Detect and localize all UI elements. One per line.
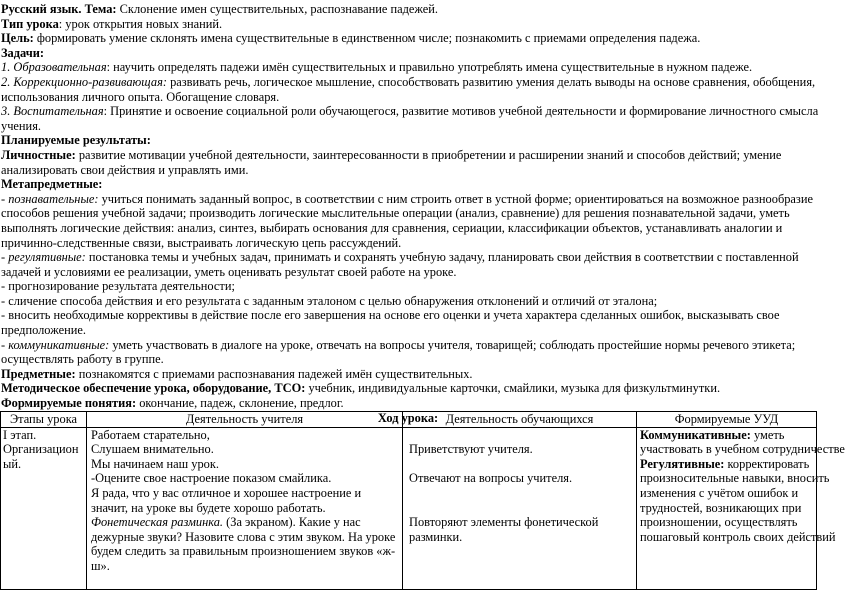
regulative-line-6: предположение. [1,323,86,338]
student-activity-cell: Приветствуют учителя. Отвечают на вопросы учителя. Повторяют элементы фонетической разминки. [403,427,637,589]
communicative-line-1: - коммуникативные: уметь участвовать в диалоге на уроке, отвечать на вопросы учителя, товарищей; соблюдать простейшие нормы речевого этикета; [1,337,796,352]
concepts-line: Формируемые понятия: окончание, падеж, склонение, предлог. [1,396,344,411]
cognitive-line-3: выполнять логические действия: анализ, синтез, выбирать основания для сравнения, сериации, классификации объектов, устанавливать аналогии и [1,220,783,235]
subject-results-line: Предметные: познакомятся с приемами распознавания падежей имён существительных. [1,366,473,381]
table-row [1,427,817,589]
regulative-line-1: - регулятивные: постановка темы и учебных задач, принимать и сохранять учебную задачу, планировать свои действия в соответствии с поставленной [1,250,799,265]
lesson-progress-title: Ход урока: [377,410,439,425]
lesson-table [0,411,845,590]
column-header-uud: Формируемые УУД [637,412,817,428]
cognitive-line-2: способов решения учебной задачи; производить логические мыслительные операции (анализ, сравнение) для решения познавательной задачи, уметь [1,206,790,221]
task-3-line-2: учения. [1,118,41,133]
cognitive-line-4: причинно-следственные связи, выстраивать логическую цепь рассуждений. [1,235,402,250]
regulative-line-3: - прогнозирование результата деятельности; [1,279,235,294]
task-2-line-2: использования личного опыта. Обогащение словаря. [1,89,280,104]
personal-line-2: анализировать свои действия и управлять ими. [1,162,249,177]
tasks-title: Задачи: [1,45,44,60]
stage-cell: I этап. Организацион ый. [1,427,87,589]
personal-line-1: Личностные: развитие мотивации учебной деятельности, заинтересованности в приобретении и расширении знаний и способов действий; умение [1,147,782,162]
teacher-activity-cell: Работаем старательно, Слушаем внимательно. Мы начинаем наш урок. -Оцените свое настроение показом смайлика. Я рада, что у вас отличное и хорошее настроение и значит, на уроке вы будете хорошо работать. Фонетическая разминка. (За экраном). Какие у нас дежурные звуки? Назовите слова с этим звуком. На уроке будем следить за правильным произношением звуков «ж- ш». [87,427,403,589]
lesson-type-line: Тип урока: урок открытия новых знаний. [1,16,223,31]
column-header-teacher: Деятельность учителя [87,412,403,428]
cognitive-line-1: - познавательные: учиться понимать заданный вопрос, в соответствии с ним строить ответ в устной форме; ориентироваться на возможное разнообразие [1,191,813,206]
table-header-row [1,412,817,428]
communicative-line-2: осуществлять работу в группе. [1,352,164,367]
document-body [1,2,819,425]
uud-cell: Коммуникативные: уметь участвовать в учебном сотрудничестве Регулятивные: корректировать произносительные навыки, вносить изменения с учётом ошибок и трудностей, возникающих при произношении, осуществлять пошаговый контроль своих действий [637,427,817,589]
results-title: Планируемые результаты: [1,133,151,148]
regulative-line-2: задачей и условиями ее реализации, уметь оценивать результат своей работе на уроке. [1,264,457,279]
methodical-line: Методическое обеспечение урока, оборудование, ТСО: учебник, индивидуальные карточки, смайлики, музыка для физкультминутки. [1,381,721,396]
subject-line: Русский язык. Тема: Склонение имен существительных, распознавание падежей. [1,2,439,16]
meta-title: Метапредметные: [1,177,103,192]
task-2-line-1: 2. Коррекционно-развивающая: развивать речь, логическое мышление, способствовать развитию умения делать выводы на основе сравнения, обобщения, [1,74,816,89]
regulative-line-4: - сличение способа действия и его результата с заданным эталоном с целью обнаружения отклонений и отличий от эталона; [1,293,658,308]
task-1: 1. Образовательная: научить определять падежи имён существительных и правильно употреблять имена существительные в нужном падеже. [1,60,753,75]
column-header-stages: Этапы урока [1,412,87,428]
regulative-line-5: - вносить необходимые коррективы в действие после его завершения на основе его оценки и учета характера сделанных ошибок, высказывать свое [1,308,780,323]
column-header-students: Деятельность обучающихся [403,412,637,428]
task-3-line-1: 3. Воспитательная: Принятие и освоение социальной роли обучающегося, развитие мотивов учебной деятельности и формирование личностного смысла [1,104,819,119]
goal-line: Цель: формировать умение склонять имена существительные в единственном числе; познакомить с приемами определения падежа. [1,31,701,46]
